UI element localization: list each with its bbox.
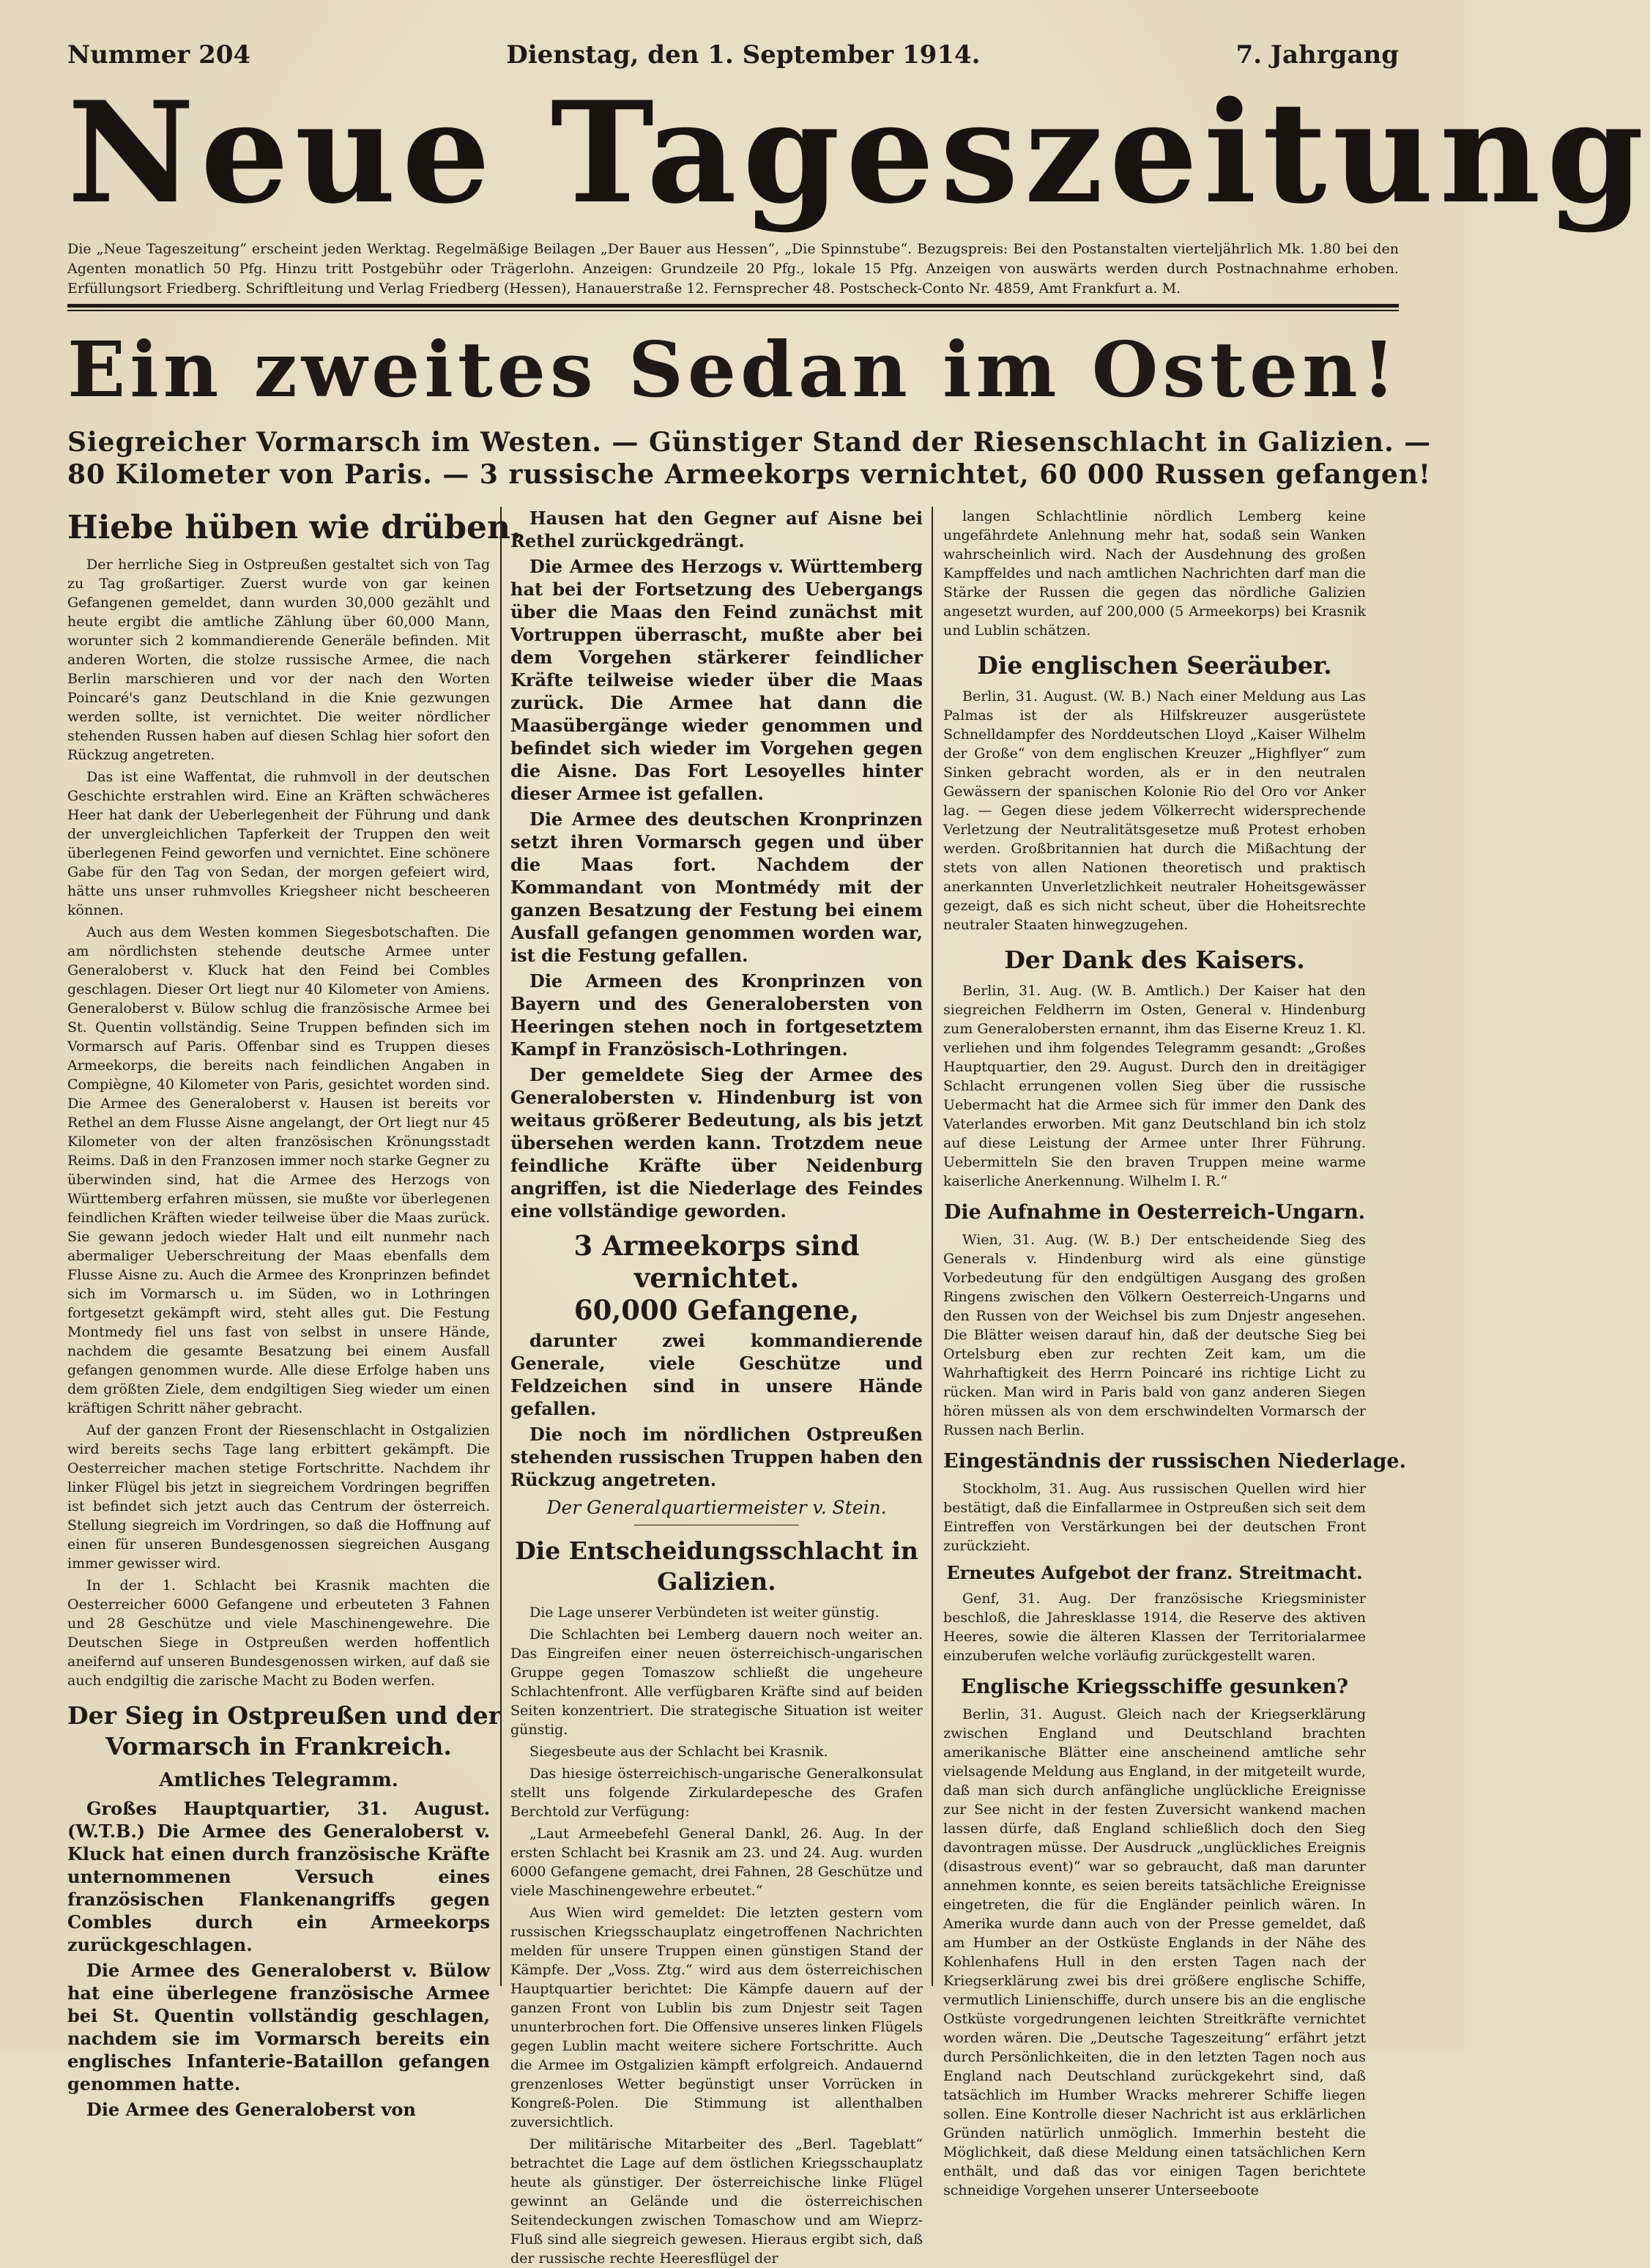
article-title: Englische Kriegsschiffe gesunken? <box>961 1676 1348 1698</box>
paragraph: In der 1. Schlacht bei Krasnik machten die Oesterreicher 6000 Gefangene und erbeuteten 3 Fahnen und 28 Geschütze und viele Maschinengewehre. Die Deutschen Siege in Ostpreußen werden hoffentlich aneifernd auf unseren Bundesgenossen wirken, auf daß sie auch endgiltig die zarische Macht zu Boden werfen. <box>67 1577 490 1689</box>
column-1 <box>67 507 522 2120</box>
paragraph: Stockholm, 31. Aug. Aus russischen Quellen wird hier bestätigt, daß die Einfallarmee in Ostpreußen sich seit dem Eintreffen von Verstärkungen bei der deutschen Front zurückzieht. <box>943 1481 1366 1554</box>
paragraph: Die Armeen des Kronprinzen von Bayern und des Generalobersten von Heeringen stehen noch in fortgesetztem Kampf in Französisch-Lothringen. <box>510 970 923 1060</box>
volume: 7. Jahrgang <box>1235 40 1399 70</box>
article-title: Der Dank des Kaisers. <box>1004 945 1305 974</box>
subheadline-line: Siegreicher Vormarsch im Westen. — Günstiger Stand der Riesenschlacht in Galizien. — <box>67 427 1432 458</box>
highlight-line: 3 Armeekorps sind vernichtet. <box>573 1230 860 1294</box>
paragraph: Hausen hat den Gegner auf Aisne bei Rethel zurückgedrängt. <box>510 507 923 551</box>
highlight-line: 60,000 Gefangene, <box>573 1294 860 1326</box>
paragraph: Berlin, 31. August. Gleich nach der Kriegserklärung zwischen England und Deutschland brachten amerikanische Blätter eine anscheinend amtliche sehr vielsagende Meldung aus England, in der mitgeteilt wurde, daß man sich durch anfängliche unglückliche Ereignisse zur See nicht in der festen Zuversicht wankend machen lassen dürfe, daß England schließlich doch den Sieg davontragen müsse. Der Ausdruck „unglückliches Ereignis (disastrous event)“ war so gebraucht, daß man darunter annehmen konnte, es seien bereits tatsächliche Ereignisse eingetreten, die für die Engländer peinlich wären. In Amerika wurde dann auch von der Presse gemeldet, daß am Humber an der Ostküste Englands in der Nähe des Kohlenhafens Hull in den ersten Tagen nach der Kriegserklärung zwei bis drei größere englische Schiffe, vermutlich Linienschiffe, durch unsere bis an die englische Ostküste vorgedrungenen leichten Streitkräfte vernichtet worden wären. Die „Deutsche Tageszeitung“ erfährt jetzt durch Persönlichkeiten, die in den letzten Tagen noch aus England nach Deutschland zurückgekehrt sind, daß tatsächlich im Humber Wracks mehrerer Schiffe liegen sollen. Eine Kontrolle dieser Nachricht ist aus erklärlichen Gründen natürlich unmöglich. Immerhin besteht die Möglichkeit, daß diese Meldung einen tatsächlichen Kern enthält, und daß das vor einigen Tagen berichtete schneidige Vorgehen unserer Unterseeboote <box>943 1706 1366 2198</box>
paragraph: Der militärische Mitarbeiter des „Berl. Tageblatt“ betrachtet die Lage auf dem östlichen Kriegsschauplatz heute als günstiger. Der österreichische linke Flügel gewinnt an Gelände und die österreichischen Seitendeckungen zwischen Tomaschow und am Wieprz-Fluß sind alle siegreich gewesen. Hieraus ergibt sich, daß der russische rechte Heeresflügel der <box>510 2136 923 2267</box>
paragraph: Der herrliche Sieg in Ostpreußen gestaltet sich von Tag zu Tag großartiger. Zuerst wurde von gar keinen Gefangenen gemeldet, dann wurden 30,000 gezählt und heute ergibt die amtliche Zählung über 60,000 Mann, worunter sich 2 kommandierende Generäle befinden. Mit anderen Worten, die stolze russische Armee, die nach Berlin marschieren und vor der nach den Worten Poincaré's ganz Deutschland in die Knie gezwungen werden sollte, ist vernichtet. Die weiter nördlicher stehenden Russen haben auf diesen Schlag hier sofort den Rückzug angetreten. <box>67 557 490 763</box>
paragraph: Wien, 31. Aug. (W. B.) Der entscheidende Sieg des Generals v. Hindenburg wird als eine günstige Vorbedeutung für den endgültigen Ausgang des großen Ringens zwischen den Völkern Oesterreich-Ungarns und den Russen von der Weichsel bis zum Dnjestr angesehen. Die Blätter weisen darauf hin, daß der deutsche Sieg bei Ortelsburg eben zur rechten Zeit kam, um die Wahrhaftigkeit des Herrn Poincaré ins richtige Licht zu rücken. Man wird in Paris bald von ganz anderen Siegen hören müssen als von dem erschwindelten Vormarsch der Russen nach Berlin. <box>943 1232 1366 1438</box>
divider <box>67 304 1399 308</box>
paragraph: langen Schlachtlinie nördlich Lemberg keine ungefährdete Anlehnung mehr hat, sodaß sein Wanken wahrscheinlich wird. Nach der Ausdehnung des großen Kampffeldes und nach amtlichen Nachrichten darf man die Stärke der Russen die gegen das nördliche Galizien angesetzt wurden, auf 200,000 (5 Armeekorps) bei Krasnik und Lublin schätzen. <box>943 508 1366 639</box>
paragraph: Die Lage unserer Verbündeten ist weiter günstig. <box>529 1605 880 1621</box>
column-2 <box>500 507 933 2267</box>
article-title-line: Vormarsch in Frankreich. <box>105 1732 452 1761</box>
paragraph: Großes Hauptquartier, 31. August. (W.T.B.) Die Armee des Generaloberst v. Kluck hat einen durch französische Kräfte unternommenen Versuch eines französischen Flankenangriffs gegen Combles durch ein Armeekorps zurückgeschlagen. <box>67 1798 490 1955</box>
paragraph: Auf der ganzen Front der Riesenschlacht in Ostgalizien wird bereits sechs Tage lang erbittert gekämpft. Die Oesterreicher machen stetige Fortschritte. Nachdem ihr linker Flügel bis jetzt in siegreichem Vordringen begriffen ist befindet sich jetzt auch das Centrum der österreich. Stellung siegreich im Vordringen, so daß die Hoffnung auf einen für unseren Bundesgenossen siegreichen Ausgang immer gewisser wird. <box>67 1422 490 1572</box>
paragraph: Die noch im nördlichen Ostpreußen stehenden russischen Truppen haben den Rückzug angetreten. <box>510 1424 923 1490</box>
signature: Der Generalquartiermeister v. Stein. <box>546 1497 887 1518</box>
issue-number: Nummer 204 <box>67 40 251 70</box>
subheadline-line: 80 Kilometer von Paris. — 3 russische Armeekorps vernichtet, 60 000 Russen gefangen! <box>67 459 1431 490</box>
masthead: Neue Tageszeitung <box>67 71 1650 234</box>
main-headline: Ein zweites Sedan im Osten! <box>67 324 1400 414</box>
paragraph: Der gemeldete Sieg der Armee des Generalobersten v. Hindenburg ist von weitaus größerer Bedeutung, als bis jetzt übersehen werden kann. Trotzdem neue feindliche Kräfte über Neidenburg angriffen, ist die Niederlage des Feindes eine vollständige geworden. <box>510 1064 923 1222</box>
paragraph: Die Armee des Generaloberst v. Bülow hat eine überlegene französische Armee bei St. Quentin vollständig geschlagen, nachdem sie im Vormarsch bereits ein englisches Infanterie-Bataillon gefangen genommen hatte. <box>67 1960 490 2094</box>
paragraph: Auch aus dem Westen kommen Siegesbotschaften. Die am nördlichsten stehende deutsche Armee unter Generaloberst v. Kluck hat den Feind bei Combles geschlagen. Dieser Ort liegt nur 40 Kilometer von Amiens. Generaloberst v. Bülow schlug die französische Armee bei St. Quentin vollständig. Seine Truppen befinden sich im Vormarsch auf Paris. Offenbar sind es Truppen dieses Armeekorps, die bereits nach feindlichen Angaben in Compiègne, 40 Kilometer von Paris, gesichtet worden sind. Die Armee des Generaloberst v. Hausen ist bereits vor Rethel an dem Flusse Aisne angelangt, der Ort liegt nur 45 Kilometer von der alten französischen Krönungsstadt Reims. Daß in den Franzosen immer noch starke Gegner zu überwinden sind, hat die Armee des Herzogs von Württemberg erfahren müssen, sie mußte vor überlegenen feindlichen Kräften wieder teilweise über die Maas zurück. Sie gewann jedoch wieder Halt und eilt nunmehr nach abermaliger Ueberschreitung der Maas ebenfalls dem Flusse Aisne zu. Auch die Armee des Kronprinzen befindet sich im Vormarsch u. im Süden, wo in Lothringen fortgesetzt gekämpft wird, steht alles gut. Die Festung Montmedy fiel uns fast von selbst in unsere Hände, nachdem die gesamte Besatzung bei einem Ausfall gefangen genommen wurde. Alle diese Erfolge haben uns dem größten Ziele, dem endgiltigen Sieg wieder um einen kräftigen Schritt näher gebracht. <box>67 924 490 1416</box>
article-columns <box>67 507 1406 2267</box>
article-title-line: Die Entscheidungsschlacht in <box>515 1536 918 1565</box>
paragraph: Das ist eine Waffentat, die ruhmvoll in der deutschen Geschichte erstrahlen wird. Eine an Kräften schwächeres Heer hat dank der Ueberlegenheit der Führung und dank der unvergleichlichen Tapferkeit der Truppen den weit überlegenen Feind geworfen und vernichtet. Eine schönere Gabe für den Tag von Sedan, der morgen gefeiert wird, hätte uns unser ruhmvolles Kriegsheer nicht bescheeren können. <box>67 769 490 918</box>
paragraph: Aus Wien wird gemeldet: Die letzten gestern vom russischen Kriegsschauplatz eingetroffenen Nachrichten melden für unsere Truppen einen günstigen Stand der Kämpfe. Der „Voss. Ztg.“ wird aus dem österreichischen Hauptquartier berichtet: Die Kämpfe dauern auf der ganzen Front von Lublin bis zum Dnjestr seit Tagen ununterbrochen fort. Die Offensive unseres linken Flügels gegen Lublin macht weitere sichere Fortschritte. Auch die Armee im Ostgalizien kämpft erfolgreich. Andauernd grenzenloses Wetter begünstigt unser Vorrücken in Kongreß-Polen. Die Stimmung ist allenthalben zuversichtlich. <box>510 1905 923 2130</box>
paragraph: Berlin, 31. August. (W. B.) Nach einer Meldung aus Las Palmas ist der als Hilfskreuzer ausgerüstete Schnelldampfer des Norddeutschen Lloyd „Kaiser Wilhelm der Große“ von dem englischen Kreuzer „Highflyer“ zum Sinken gebracht worden, als er in den neutralen Gewässern der spanischen Kolonie Rio del Oro vor Anker lag. — Gegen diese jedem Völkerrecht widersprechende Verletzung der Neutralitätsgesetze muß Protest erhoben werden. Großbritannien hat durch die Mißachtung der stets von allen Nationen theoretisch und praktisch anerkannten Unverletzlichkeit neutraler Hoheitsgewässer gezeigt, daß es sich nicht scheut, über die Hoheitsrechte neutraler Staaten hinwegzugehen. <box>943 688 1366 933</box>
paragraph: „Laut Armeebefehl General Dankl, 26. Aug. In der ersten Schlacht bei Krasnik am 23. und 24. Aug. wurden 6000 Gefangene gemacht, drei Fahnen, 28 Geschütze und viele Maschinengewehre erbeutet.“ <box>510 1826 923 1899</box>
article-title <box>67 1700 502 1762</box>
article-title: Die Aufnahme in Oesterreich-Ungarn. <box>943 1201 1366 1224</box>
subheadline <box>67 426 1432 491</box>
article-title: Eingeständnis der russischen Niederlage. <box>943 1450 1406 1473</box>
paragraph: Das hiesige österreichisch-ungarische Generalkonsulat stellt uns folgende Zirkulardepesche des Grafen Berchtold zur Verfügung: <box>510 1766 923 1820</box>
article-title: Erneutes Aufgebot der franz. Streitmacht. <box>946 1562 1363 1583</box>
divider <box>67 310 1399 311</box>
article-title <box>510 1536 923 1597</box>
paragraph: Genf, 31. Aug. Der französische Kriegsminister beschloß, die Jahresklasse 1914, die Reserve des aktiven Heeres, sowie die älteren Klassen der Territorialarmee einzuberufen welche vorläufig zurückgestellt waren. <box>943 1591 1366 1664</box>
paragraph: Die Schlachten bei Lemberg dauern noch weiter an. Das Eingreifen einer neuen österreichisch-ungarischen Gruppe gegen Tomaszow schließt die ungeheure Schlachtenfront. Alle verfügbaren Kräfte sind auf beiden Seiten konzentriert. Die strategische Situation ist weiter günstig. <box>510 1626 923 1738</box>
article-subtitle: Amtliches Telegramm. <box>159 1769 398 1791</box>
paragraph: Berlin, 31. Aug. (W. B. Amtlich.) Der Kaiser hat den siegreichen Feldherrn im Osten, General v. Hindenburg zum Generalobersten ernannt, ihm das Eiserne Kreuz 1. Kl. verliehen und ihm folgendes Telegramm gesandt: „Großes Hauptquartier, den 29. August. Durch den in dreitägiger Schlacht errungenen vollen Sieg über die russische Uebermacht hat die Armee sich für immer den Dank des Vaterlandes erworben. Mit ganz Deutschland bin ich stolz auf diese Leistung der Armee unter Ihrer Führung. Uebermitteln Sie den braven Truppen meine warme kaiserliche Anerkennung. Wilhelm I. R.“ <box>943 983 1366 1189</box>
paragraph: Die Armee des Herzogs v. Württemberg hat bei der Fortsetzung des Uebergangs über die Maas den Feind zunächst mit Vortruppen überrascht, mußte aber bei dem Vorgehen stärkerer feindlicher Kräfte teilweise wieder über die Maas zurück. Die Armee hat dann die Maasübergänge wieder genommen und befindet sich wieder im Vorgehen gegen die Aisne. Das Fort Lesoyelles hinter dieser Armee ist gefallen. <box>510 556 923 804</box>
highlight-block <box>510 1230 923 1326</box>
article-title: Hiebe hüben wie drüben. <box>67 509 522 546</box>
paragraph: Siegesbeute aus der Schlacht bei Krasnik. <box>529 1744 828 1760</box>
column-3 <box>933 507 1406 2198</box>
publication-info: Die „Neue Tageszeitung“ erscheint jeden Werktag. Regelmäßige Beilagen „Der Bauer aus Hessen“, „Die Spinnstube“. Bezugspreis: Bei den Postanstalten vierteljährlich Mk. 1.80 bei den Agenten monatlich 50 Pfg. Hinzu tritt Postgebühr oder Trägerlohn. Anzeigen: Grundzeile 20 Pfg., lokale 15 Pfg. Anzeigen von auswärts werden durch Postnachnahme erhoben. Erfüllungsort Friedberg. Schriftleitung und Verlag Friedberg (Hessen), Hanauerstraße 12. Fernsprecher 48. Postscheck-Conto Nr. 4859, Amt Frankfurt a. M. <box>67 241 1399 297</box>
paragraph: darunter zwei kommandierende Generale, viele Geschütze und Feldzeichen sind in unsere Hände gefallen. <box>510 1330 923 1419</box>
paragraph: Die Armee des deutschen Kronprinzen setzt ihren Vormarsch gegen und über die Maas fort. Nachdem der Kommandant von Montmédy mit der ganzen Besatzung der Festung bei einem Ausfall gefangen genommen worden war, ist die Festung gefallen. <box>510 808 923 966</box>
article-title-line: Der Sieg in Ostpreußen und der <box>67 1701 502 1730</box>
issue-date: Dienstag, den 1. September 1914. <box>506 40 981 70</box>
meta-line <box>67 40 1399 72</box>
article-title: Die englischen Seeräuber. <box>977 651 1332 680</box>
paragraph: Die Armee des Generaloberst von <box>86 2099 416 2120</box>
article-title-line: Galizien. <box>657 1567 776 1596</box>
